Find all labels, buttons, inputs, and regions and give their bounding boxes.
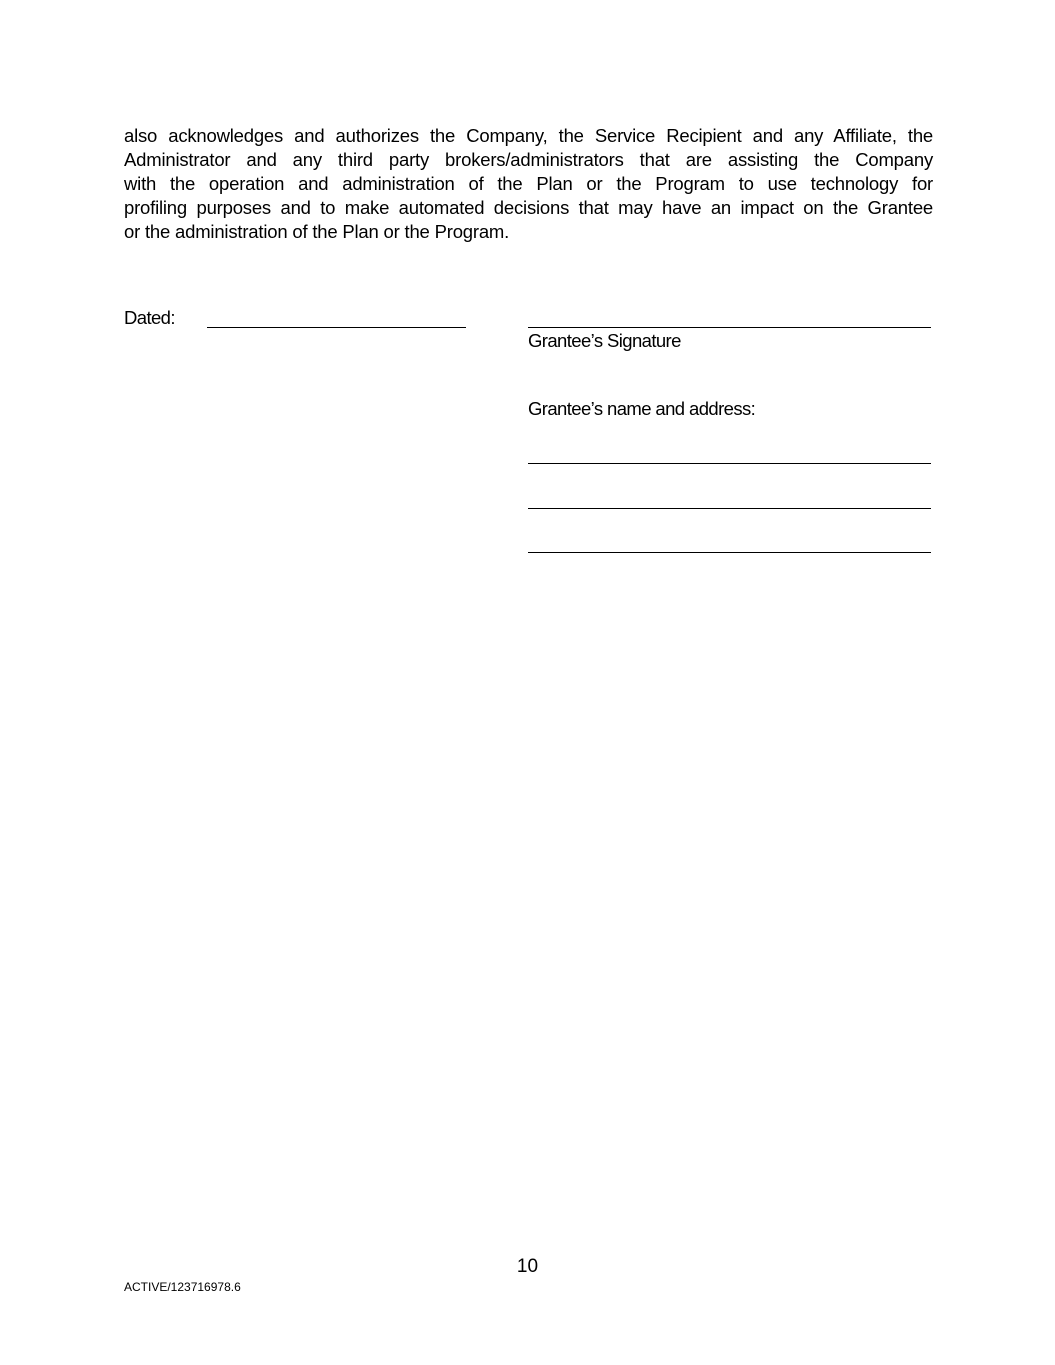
dated-label: Dated: [124, 307, 175, 328]
paragraph-line: profiling purposes and to make automated decisions that may have an impact on the Grantee [124, 197, 933, 218]
paragraph-line: Administrator and any third party brokers/administrators that are assisting the Company [124, 149, 933, 170]
paragraph-line: or the administration of the Plan or the Program. [124, 221, 510, 242]
signature-label: Grantee’s Signature [528, 330, 681, 351]
address-line [528, 463, 931, 464]
paragraph-line: also acknowledges and authorizes the Company, the Service Recipient and any Affiliate, the [124, 125, 933, 146]
name-address-label: Grantee’s name and address: [528, 398, 756, 419]
page-number: 10 [516, 1256, 539, 1277]
paragraph-line: with the operation and administration of the Plan or the Program to use technology for [124, 173, 933, 194]
signature-line [528, 327, 931, 328]
address-line [528, 552, 931, 553]
body-paragraph [124, 124, 933, 244]
document-id: ACTIVE/123716978.6 [124, 1280, 241, 1294]
dated-line [207, 327, 466, 328]
address-line [528, 508, 931, 509]
